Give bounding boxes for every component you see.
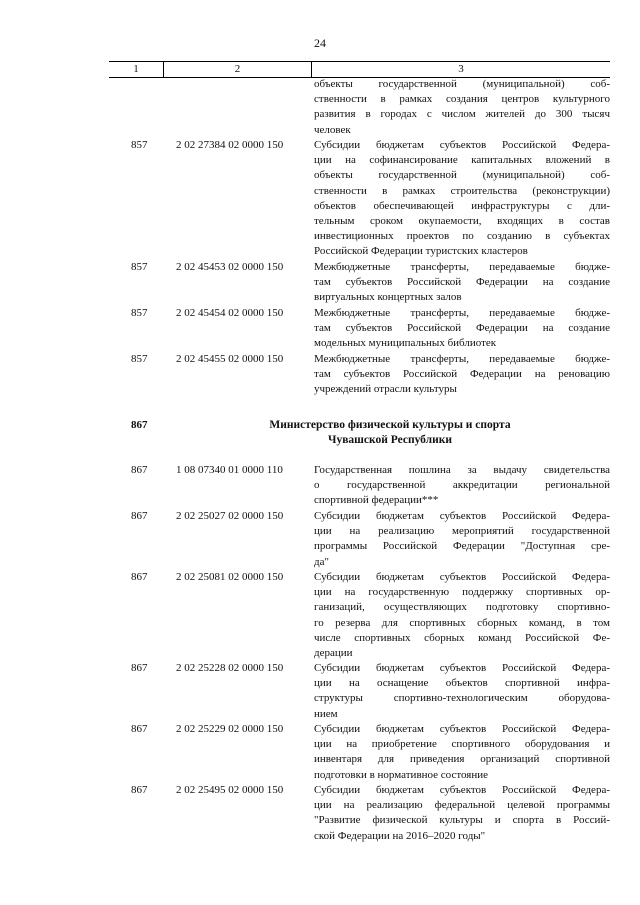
- income-description: [314, 463, 610, 509]
- description-line: ции на приобретение спортивного оборудования и: [314, 738, 610, 751]
- description-line: виртуальных концертных залов: [314, 291, 462, 304]
- admin-code: 867: [131, 784, 148, 796]
- description-line: структуры спортивно-технологическим оборудова-: [314, 692, 610, 705]
- admin-code: 857: [131, 353, 148, 365]
- income-description: [314, 306, 610, 352]
- page-number: 24: [314, 36, 326, 50]
- description-line: ции на реализацию федеральной целевой программы: [314, 799, 610, 812]
- section-title-line: Министерство физической культуры и спорта: [269, 419, 511, 431]
- description-line: ции на реализацию мероприятий государственной: [314, 525, 610, 538]
- description-line: там субъектов Российской Федерации на создание: [314, 322, 610, 335]
- income-code: 2 02 25081 02 0000 150: [176, 571, 284, 583]
- description-line: Субсидии бюджетам субъектов Российской Федера-: [314, 662, 610, 674]
- description-line: объектов обеспечивающей инфраструктуры с дли-: [314, 199, 610, 212]
- description-line: ции на оснащение объектов спортивной инфра-: [314, 677, 610, 690]
- description-line: Субсидии бюджетам субъектов Российской Федера-: [314, 723, 610, 735]
- income-code: 2 02 27384 02 0000 150: [176, 139, 284, 151]
- description-line: нием: [314, 707, 338, 720]
- header-col-1: 1: [109, 62, 164, 77]
- description-line: Субсидии бюджетам субъектов Российской Федера-: [314, 139, 610, 151]
- admin-code: 857: [131, 139, 148, 151]
- description-line: числе спортивных сборных команд Российской Фе-: [314, 631, 610, 644]
- description-line: да": [314, 555, 329, 568]
- description-line: го резерва для спортивных сборных команд, в том: [314, 616, 610, 629]
- description-line: Государственная пошлина за выдачу свидетельства: [314, 464, 610, 476]
- description-line: модельных муниципальных библиотек: [314, 337, 497, 350]
- section-admin-code: 867: [131, 419, 148, 431]
- description-line: Межбюджетные трансферты, передаваемые бюдже-: [314, 353, 610, 365]
- description-line: там субъектов Российской Федерации на реновацию: [314, 368, 610, 381]
- description-line: о государственной аккредитации региональной: [314, 479, 610, 492]
- income-description: [314, 352, 610, 398]
- income-description: [314, 138, 610, 260]
- income-code: 2 02 25027 02 0000 150: [176, 510, 284, 522]
- description-line: учреждений отрасли культуры: [314, 383, 457, 396]
- description-line: ганизаций, осуществляющих подготовку спортивно-: [314, 601, 610, 614]
- continuation-description: [314, 77, 610, 138]
- description-line: Российской Федерации туристских кластеров: [314, 245, 528, 258]
- description-line: объекты государственной (муниципальной) соб-: [314, 78, 610, 90]
- description-line: ции на государственную поддержку спортивных ор-: [314, 586, 610, 599]
- admin-code: 867: [131, 662, 148, 674]
- description-line: ской Федерации на 2016–2020 годы": [314, 829, 486, 842]
- admin-code: 867: [131, 723, 148, 735]
- income-code: 1 08 07340 01 0000 110: [176, 464, 283, 476]
- income-description: [314, 260, 610, 306]
- description-line: инвестиционных проектов по созданию в субъектах: [314, 230, 610, 243]
- description-line: объекты государственной (муниципальной) соб-: [314, 169, 610, 182]
- income-code: 2 02 25228 02 0000 150: [176, 662, 284, 674]
- description-line: "Развитие физической культуры и спорта в Россий-: [314, 814, 610, 827]
- description-line: Межбюджетные трансферты, передаваемые бюдже-: [314, 307, 610, 319]
- income-code: 2 02 25495 02 0000 150: [176, 784, 284, 796]
- income-code: 2 02 45454 02 0000 150: [176, 307, 284, 319]
- description-line: спортивной федерации***: [314, 494, 439, 507]
- description-line: там субъектов Российской Федерации на создание: [314, 276, 610, 289]
- admin-code: 867: [131, 571, 148, 583]
- section-title: [220, 418, 560, 448]
- income-description: [314, 570, 610, 661]
- admin-code: 867: [131, 510, 148, 522]
- description-line: подготовки в нормативное состояние: [314, 768, 488, 781]
- income-description: [314, 783, 610, 844]
- description-line: ственности в рамках строительства (реконструкции): [314, 184, 610, 197]
- income-description: [314, 509, 610, 570]
- income-code: 2 02 45455 02 0000 150: [176, 353, 284, 365]
- income-description: [314, 722, 610, 783]
- description-line: развития в городах с числом жителей до 300 тысяч: [314, 108, 610, 121]
- description-line: Субсидии бюджетам субъектов Российской Федера-: [314, 510, 610, 522]
- description-line: инвентаря для приведения организаций спортивной: [314, 753, 610, 766]
- description-line: программы Российской Федерации "Доступная сре-: [314, 540, 610, 553]
- description-line: Межбюджетные трансферты, передаваемые бюдже-: [314, 261, 610, 273]
- description-line: тельным сроком окупаемости, входящих в состав: [314, 215, 610, 228]
- header-col-3: 3: [458, 63, 464, 75]
- admin-code: 857: [131, 307, 148, 319]
- header-col-2: 2: [164, 62, 312, 77]
- section-title-line: Чувашской Республики: [328, 434, 452, 446]
- description-line: дерации: [314, 647, 353, 660]
- admin-code: 867: [131, 464, 148, 476]
- income-code: 2 02 45453 02 0000 150: [176, 261, 284, 273]
- description-line: ции на софинансирование капитальных вложений в: [314, 154, 610, 167]
- description-line: Субсидии бюджетам субъектов Российской Федера-: [314, 784, 610, 796]
- description-line: ственности в рамках создания центров культурного: [314, 93, 610, 106]
- description-line: Субсидии бюджетам субъектов Российской Федера-: [314, 571, 610, 583]
- table-header: [109, 61, 610, 78]
- income-description: [314, 661, 610, 722]
- admin-code: 857: [131, 261, 148, 273]
- income-code: 2 02 25229 02 0000 150: [176, 723, 284, 735]
- description-line: человек: [314, 123, 351, 136]
